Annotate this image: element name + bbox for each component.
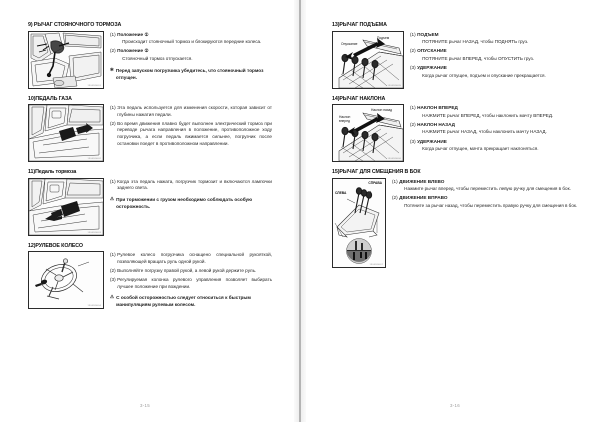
parking-brake-illustration <box>29 32 103 88</box>
item-text: Когда рычаг отпущен, мачта прекращает наклоняться. <box>422 146 539 152</box>
section-tilt-lever <box>332 96 580 163</box>
item-heading: ПОДЪЕМ <box>417 31 439 37</box>
tilt-lever-diagram <box>332 104 404 162</box>
item-text: Эта педаль используется для изменения скорости, которая зависит от глубины нажатия педали. <box>117 105 272 117</box>
figure-code: 13043GE04 <box>87 305 101 307</box>
item-number: (3) <box>110 276 116 282</box>
item-number: (2) <box>410 48 416 54</box>
warning-text: При торможении с грузом необходимо соблюдать особую осторожность. <box>116 196 253 209</box>
list-item <box>392 195 580 209</box>
figure-code: 13043GE06 <box>387 158 401 160</box>
steering-wheel-illustration <box>29 252 103 308</box>
item-text: Происходит стояночный тормоз и блокируются передние колеса. <box>122 39 262 45</box>
list-item <box>110 105 272 118</box>
section-lift-lever <box>332 22 580 89</box>
item-heading: НАКЛОН ВПЕРЕД <box>417 105 458 110</box>
list-item <box>110 277 272 290</box>
section-parking-brake-lever <box>28 22 272 89</box>
brake-pedal-illustration <box>29 179 103 235</box>
item-number: (1) <box>410 105 416 110</box>
list-item <box>110 32 272 46</box>
item-heading: НАКЛОН НАЗАД <box>417 121 455 127</box>
item-text: Стояночный тормоз отпускается. <box>122 55 193 61</box>
page-number-right: 3-16 <box>450 403 460 408</box>
accelerator-pedal-illustration <box>29 105 103 161</box>
side-shift-lever-diagram <box>332 178 386 268</box>
section-brake-pedal <box>28 169 272 236</box>
parking-brake-lever-photo <box>28 31 104 89</box>
item-number: (1) <box>410 31 416 37</box>
list-item <box>110 268 272 275</box>
item-number: (1) <box>110 252 116 257</box>
figure-label-tilt-backward: Наклон назад <box>371 108 393 112</box>
item-number: (1) <box>392 178 398 184</box>
figure-label-left: СЛЕВА <box>335 190 347 195</box>
item-heading: ДВИЖЕНИЕ ВЛЕВО <box>399 178 445 184</box>
accelerator-pedal-photo <box>28 104 104 162</box>
section-text <box>110 178 272 210</box>
item-text: ПОТЯНИТЕ рычаг ВПЕРЕД, чтобы ОПУСТИТЬ груз. <box>422 55 534 61</box>
item-number: (1) <box>110 178 116 184</box>
section-text <box>392 178 580 213</box>
left-page <box>0 0 290 422</box>
item-number: (1) <box>110 105 116 110</box>
figure-label-right: СПРАВА <box>368 180 382 185</box>
lift-lever-illustration <box>333 32 403 88</box>
list-item <box>410 122 580 136</box>
list-item <box>110 121 272 148</box>
item-text: НАЖМИТЕ рычаг ВПЕРЕД, чтобы наклонить мачту ВПЕРЕД. <box>422 112 554 118</box>
item-heading: УДЕРЖАНИЕ <box>417 65 447 71</box>
item-number: (2) <box>410 121 416 127</box>
item-text: Выполняйте погрузку правой рукой, а левой рукой держите руль. <box>117 267 257 273</box>
warning-callout <box>110 294 272 308</box>
item-number: (3) <box>410 65 416 71</box>
warning-text: С особой осторожностью следует относиться к быстрым манипуляциям рулевым колесом. <box>116 295 251 308</box>
list-item <box>110 179 272 192</box>
warning-callout <box>110 196 272 210</box>
section-title: 9) РЫЧАГ СТОЯНОЧНОГО ТОРМОЗА <box>28 22 122 28</box>
item-text: НАЖМИТЕ рычаг НАЗАД, чтобы наклонить мачту НАЗАД. <box>422 129 547 135</box>
item-text: Нажмите рычаг вперед, чтобы переместить левую ручку для смещения в бок. <box>404 186 571 192</box>
spine-line <box>299 0 301 422</box>
item-text: Во время движения плавно будет выполнен электрический тормоз при переводе рычага направления в положение, противоположное ходу погрузчика, а если педаль вжимается сильнее, погрузчик после остановки поедет в противоположном направлении. <box>117 120 272 146</box>
section-accelerator-pedal <box>28 96 272 163</box>
section-title: 11)Педаль тормоза <box>28 169 77 175</box>
item-number: (2) <box>110 267 116 273</box>
list-item <box>392 179 580 193</box>
item-number: (2) <box>110 48 116 54</box>
note-text: Перед запуском погрузчика убедитесь, что стояночный тормоз отпущен. <box>115 67 264 80</box>
item-number: (2) <box>110 120 116 126</box>
list-item <box>410 32 580 46</box>
steering-wheel-photo <box>28 251 104 309</box>
item-heading: Положение ① <box>117 31 149 37</box>
item-heading: Положение ② <box>117 48 149 54</box>
warning-triangle-icon: ⚠ <box>110 294 115 300</box>
section-text <box>110 104 272 150</box>
warning-triangle-icon: ⚠ <box>110 195 115 201</box>
section-text <box>110 251 272 308</box>
list-item <box>110 48 272 62</box>
figure-label-lowering: Опускание <box>341 41 358 46</box>
figure-code: 13043GE05 <box>387 84 401 87</box>
figure-label-lifting: Подъем <box>377 35 390 40</box>
item-text: ПОТЯНИТЕ рычаг НАЗАД, чтобы ПОДНЯТЬ груз. <box>422 39 529 45</box>
section-text <box>110 31 272 81</box>
item-number: (2) <box>392 195 398 201</box>
section-title: 12)РУЛЕВОЕ КОЛЕСО <box>28 242 83 249</box>
list-item <box>410 139 580 153</box>
item-heading: УДЕРЖАНИЕ <box>417 138 447 144</box>
section-text <box>410 31 580 82</box>
list-item <box>410 105 580 119</box>
item-number: (3) <box>410 138 416 144</box>
section-title: 10)ПЕДАЛЬ ГАЗА <box>28 95 72 102</box>
item-text: Когда эта педаль нажата, погрузчик тормозит и включаются лампочки заднего света. <box>117 178 272 191</box>
brake-pedal-photo <box>28 178 104 236</box>
figure-code: 13043GE07 <box>369 263 383 266</box>
section-steering-wheel <box>28 243 272 310</box>
asterisk-icon: ✻ <box>110 66 114 72</box>
section-title: 15)РЫЧАГ ДЛЯ СМЕЩЕНИЯ В БОК <box>332 169 421 175</box>
figure-code: 13043GE01 <box>87 84 101 87</box>
note-callout <box>110 67 272 81</box>
section-side-shift-lever <box>332 169 580 268</box>
section-text <box>410 104 580 155</box>
right-page <box>310 0 600 422</box>
item-text: Потяните за рычаг назад, чтобы переместить правую ручку для смещения в бок. <box>404 202 578 208</box>
section-title: 13)РЫЧАГ ПОДЪЕМА <box>332 22 387 28</box>
list-item <box>110 252 272 265</box>
list-item <box>410 65 580 79</box>
figure-label-tilt-forward: Наклон вперед <box>339 115 351 123</box>
section-title: 14)РЫЧАГ НАКЛОНА <box>332 95 386 102</box>
item-number: (1) <box>110 31 116 37</box>
item-heading: ДВИЖЕНИЕ ВПРАВО <box>399 195 448 201</box>
tilt-lever-illustration <box>333 105 403 161</box>
lift-lever-diagram <box>332 31 404 89</box>
item-text: Рулевое колесо погрузчика оснащено специальной рукояткой, позволяющей вращать руль одной рукой. <box>117 252 272 264</box>
item-text: Когда рычаг отпущен, подъем и опускание прекращается. <box>422 72 546 78</box>
item-text: Регулируемая колонка рулевого управления позволяет выбирать лучшее положение при вождении. <box>117 276 272 289</box>
list-item <box>410 48 580 62</box>
book-spine <box>290 0 310 422</box>
page-number-left: 3-15 <box>140 403 150 408</box>
figure-code: 13043GE02 <box>87 158 101 160</box>
item-heading: ОПУСКАНИЕ <box>417 48 447 54</box>
figure-code: 13043GE03 <box>87 231 101 234</box>
